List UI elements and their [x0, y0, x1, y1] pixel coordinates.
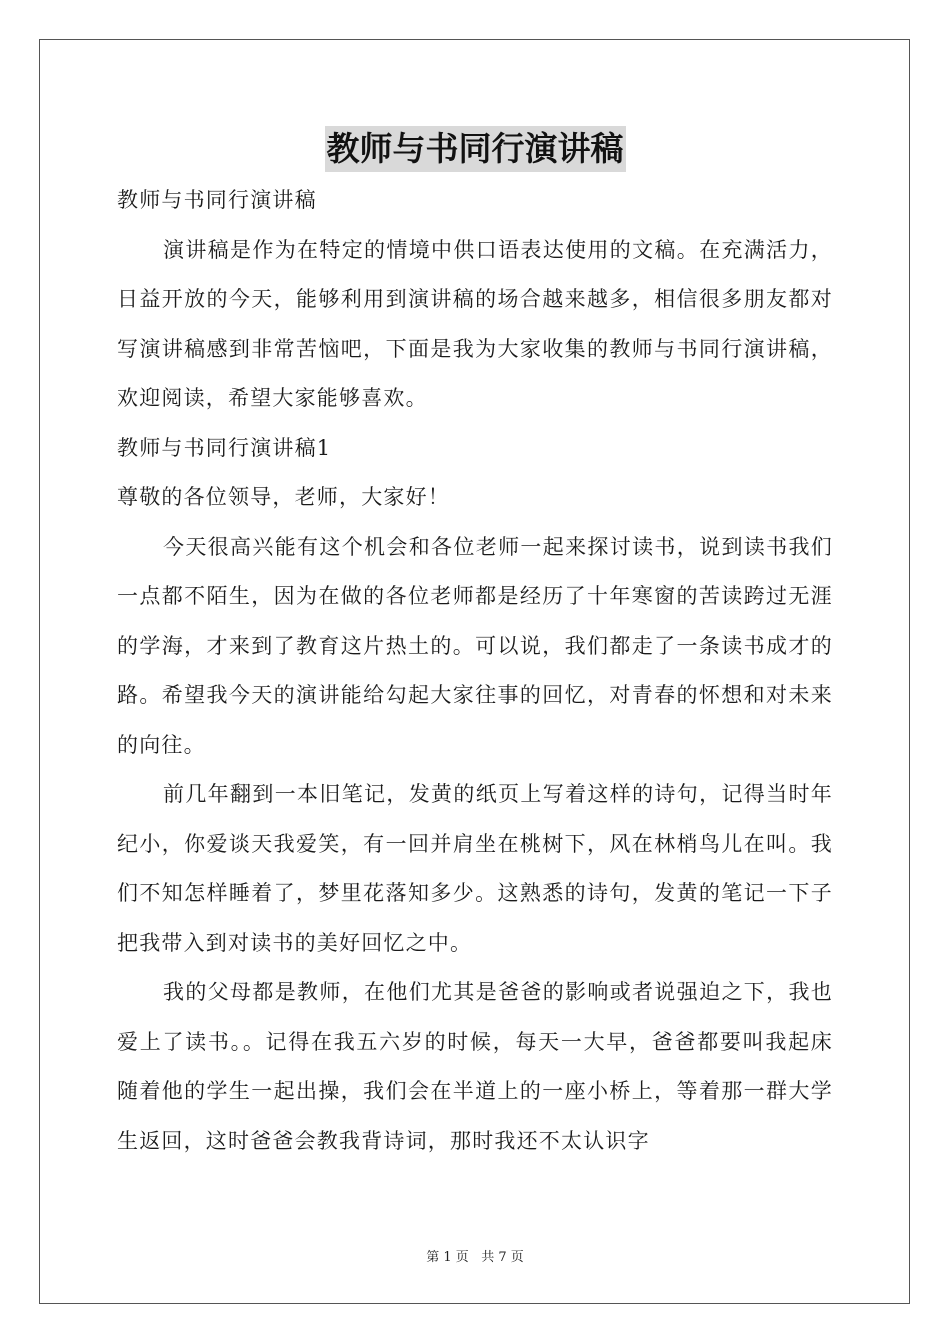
document-title: 教师与书同行演讲稿 [325, 126, 626, 172]
paragraph-subtitle: 教师与书同行演讲稿 [117, 188, 317, 212]
paragraph-greeting: 尊敬的各位领导，老师，大家好！ [117, 485, 450, 509]
paragraph-body-2: 前几年翻到一本旧笔记，发黄的纸页上写着这样的诗句，记得当时年纪小，你爱谈天我爱笑，有一回并肩坐在桃树下，风在林梢鸟儿在叫。我们不知怎样睡着了，梦里花落知多少。这熟悉的诗句，发黄的笔记一下子把我带入到对读书的美好回忆之中。 [117, 782, 833, 955]
page-footer [0, 1246, 950, 1265]
page-number-label: 第 1 页 共 7 页 [426, 1250, 524, 1265]
paragraph-section-heading: 教师与书同行演讲稿1 [117, 435, 332, 460]
document-body [117, 176, 833, 1166]
paragraph-body-3: 我的父母都是教师，在他们尤其是爸爸的影响或者说强迫之下，我也爱上了读书。。记得在我五六岁的时候，每天一大早，爸爸都要叫我起床随着他的学生一起出操，我们会在半道上的一座小桥上，等着那一群大学生返回，这时爸爸会教我背诗词，那时我还不太认识字 [117, 980, 833, 1153]
title-container [0, 126, 950, 172]
paragraph-intro: 演讲稿是作为在特定的情境中供口语表达使用的文稿。在充满活力，日益开放的今天，能够利用到演讲稿的场合越来越多，相信很多朋友都对写演讲稿感到非常苦恼吧，下面是我为大家收集的教师与书同行演讲稿，欢迎阅读，希望大家能够喜欢。 [117, 237, 833, 410]
paragraph-body-1: 今天很高兴能有这个机会和各位老师一起来探讨读书，说到读书我们一点都不陌生，因为在做的各位老师都是经历了十年寒窗的苦读跨过无涯的学海，才来到了教育这片热土的。可以说，我们都走了一条读书成才的路。希望我今天的演讲能给勾起大家往事的回忆，对青春的怀想和对未来的向往。 [117, 534, 833, 757]
